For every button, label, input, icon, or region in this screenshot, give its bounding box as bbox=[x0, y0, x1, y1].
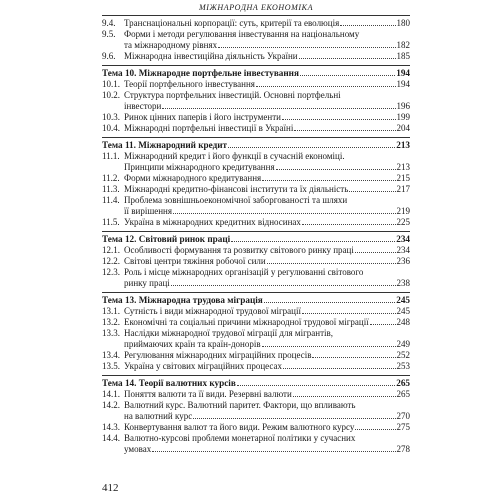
toc-item-page: 270 bbox=[396, 411, 410, 421]
toc-item-title: Теорії портфельного інвестування bbox=[124, 79, 255, 89]
toc-item[interactable] bbox=[102, 256, 410, 267]
toc-item-title-line: Форми і методи регулювання інвестування на національному bbox=[124, 29, 360, 39]
dot-leader bbox=[231, 241, 395, 242]
page-number: 412 bbox=[102, 482, 119, 494]
chapter-title: Тема 13. Міжнародна трудова міграція bbox=[102, 295, 263, 305]
toc-item-page: 234 bbox=[396, 245, 410, 255]
chapter-page: 234 bbox=[396, 234, 410, 244]
toc-item[interactable] bbox=[102, 361, 410, 372]
toc-item-page: 219 bbox=[396, 206, 410, 216]
toc-item-number: 9.5. bbox=[102, 29, 116, 39]
toc-item[interactable] bbox=[102, 123, 410, 134]
toc-item-title: ринку праці bbox=[124, 278, 170, 288]
toc-item-number: 10.2. bbox=[102, 90, 120, 100]
toc-item-title: інвестори bbox=[124, 101, 162, 111]
toc-item-page: 278 bbox=[396, 444, 410, 454]
toc-item-title: та міжнародному рівнях bbox=[124, 40, 218, 50]
toc-item-page: 196 bbox=[396, 101, 410, 111]
toc-item-title-line: Структура портфельних інвестицій. Основні портфельні bbox=[124, 90, 341, 100]
toc-item-page: 249 bbox=[396, 339, 410, 349]
toc-item-title: Економічні та соціальні причини міжнародної трудової міграції bbox=[124, 317, 369, 327]
toc-item-page: 199 bbox=[396, 112, 410, 122]
toc-item-title: приймаючих країн та країн-донорів bbox=[124, 339, 261, 349]
chapter-page: 245 bbox=[396, 295, 410, 305]
dot-leader bbox=[312, 357, 395, 358]
toc-item[interactable] bbox=[102, 29, 410, 51]
dot-leader bbox=[349, 191, 395, 192]
dot-leader bbox=[299, 58, 396, 59]
toc-chapter-heading[interactable] bbox=[102, 375, 410, 389]
toc-chapter-heading[interactable] bbox=[102, 137, 410, 151]
toc-item[interactable] bbox=[102, 433, 410, 455]
toc-item-number: 11.4. bbox=[102, 195, 120, 205]
dot-leader bbox=[262, 346, 396, 347]
toc-item-page: 194 bbox=[396, 79, 410, 89]
toc-item[interactable] bbox=[102, 112, 410, 123]
toc-item-title: її вирішення bbox=[124, 206, 173, 216]
toc-item-title-line: Роль і місце міжнародних організацій у регулюванні світового bbox=[124, 267, 364, 277]
toc-item-title-line: Міжнародний кредит і його функції в сучасній економіці. bbox=[124, 151, 345, 161]
toc-item[interactable] bbox=[102, 51, 410, 62]
toc-item[interactable] bbox=[102, 400, 410, 422]
dot-leader bbox=[370, 324, 396, 325]
dot-leader bbox=[162, 108, 395, 109]
dot-leader bbox=[340, 25, 395, 26]
toc-item[interactable] bbox=[102, 328, 410, 350]
chapter-page: 265 bbox=[396, 378, 410, 388]
toc-item[interactable] bbox=[102, 267, 410, 289]
toc-item-number: 10.3. bbox=[102, 112, 120, 122]
chapter-title: Тема 11. Міжнародний кредит bbox=[102, 140, 228, 150]
toc-item-page: 275 bbox=[396, 422, 410, 432]
toc-item-number: 11.3. bbox=[102, 184, 120, 194]
toc-item-page: 204 bbox=[396, 123, 410, 133]
toc-item-number: 14.3. bbox=[102, 422, 120, 432]
table-of-contents bbox=[102, 18, 410, 455]
toc-item-title: Особливості формування та розвитку світового ринку праці bbox=[124, 245, 354, 255]
dot-leader bbox=[256, 86, 396, 87]
toc-item-number: 13.3. bbox=[102, 328, 120, 338]
dot-leader bbox=[171, 285, 396, 286]
toc-item[interactable] bbox=[102, 217, 410, 228]
toc-item[interactable] bbox=[102, 306, 410, 317]
toc-item-title-line: Валютний курс. Валютний паритет. Фактори, що впливають bbox=[124, 400, 356, 410]
toc-item-title: умовах bbox=[124, 444, 152, 454]
toc-item-number: 10.4. bbox=[102, 123, 120, 133]
toc-item-page: 248 bbox=[396, 317, 410, 327]
toc-item-number: 9.6. bbox=[102, 51, 116, 61]
toc-item-title-line: Проблема зовнішньоекономічної заборгованості та шляхи bbox=[124, 195, 348, 205]
toc-item-number: 14.2. bbox=[102, 400, 120, 410]
dot-leader bbox=[218, 47, 395, 48]
toc-item-number: 13.2. bbox=[102, 317, 120, 327]
dot-leader bbox=[173, 213, 395, 214]
toc-item-title: Сутність і види міжнародної трудової міграції bbox=[124, 306, 301, 316]
toc-item-title: Міжнародні портфельні інвестиції в Україні bbox=[124, 123, 294, 133]
toc-item[interactable] bbox=[102, 79, 410, 90]
toc-item[interactable] bbox=[102, 90, 410, 112]
toc-item-number: 12.2. bbox=[102, 256, 120, 266]
dot-leader bbox=[294, 130, 395, 131]
dot-leader bbox=[276, 169, 396, 170]
toc-item[interactable] bbox=[102, 350, 410, 361]
toc-item-number: 14.4. bbox=[102, 433, 120, 443]
dot-leader bbox=[152, 451, 395, 452]
dot-leader bbox=[302, 224, 396, 225]
toc-chapter-heading[interactable] bbox=[102, 65, 410, 79]
chapter-page: 194 bbox=[396, 68, 410, 78]
dot-leader bbox=[282, 119, 396, 120]
toc-item-title: Україна у світових міграційних процесах bbox=[124, 361, 282, 371]
toc-item[interactable] bbox=[102, 195, 410, 217]
toc-item-page: 253 bbox=[396, 361, 410, 371]
toc-item-title: Міжнародна інвестиційна діяльність України bbox=[124, 51, 298, 61]
toc-item-number: 13.4. bbox=[102, 350, 120, 360]
dot-leader bbox=[267, 263, 396, 264]
toc-item[interactable] bbox=[102, 389, 410, 400]
toc-chapter-heading[interactable] bbox=[102, 292, 410, 306]
dot-leader bbox=[302, 313, 396, 314]
toc-item-page: 236 bbox=[396, 256, 410, 266]
dot-leader bbox=[355, 252, 396, 253]
toc-item-title: Форми міжнародного кредитування bbox=[124, 173, 262, 183]
toc-item-number: 12.1. bbox=[102, 245, 120, 255]
running-header: МІЖНАРОДНА ЕКОНОМІКА bbox=[102, 2, 410, 16]
toc-item-number: 13.1. bbox=[102, 306, 120, 316]
toc-item-title-line: Валютно-курсові проблеми монетарної політики у сучасних bbox=[124, 433, 356, 443]
chapter-title: Тема 14. Теорії валютних курсів bbox=[102, 378, 236, 388]
toc-chapter-heading[interactable] bbox=[102, 231, 410, 245]
toc-item[interactable] bbox=[102, 18, 410, 29]
dot-leader bbox=[237, 385, 395, 386]
toc-item-page: 252 bbox=[396, 350, 410, 360]
dot-leader bbox=[293, 396, 396, 397]
toc-item-number: 11.5. bbox=[102, 217, 120, 227]
toc-item-page: 182 bbox=[396, 40, 410, 50]
toc-item-page: 213 bbox=[396, 162, 410, 172]
toc-item-number: 14.1. bbox=[102, 389, 120, 399]
dot-leader bbox=[193, 418, 395, 419]
toc-item-page: 265 bbox=[396, 389, 410, 399]
toc-item-title: Ринок цінних паперів і його інструменти bbox=[124, 112, 281, 122]
chapter-title: Тема 10. Міжнародне портфельне інвестування bbox=[102, 68, 299, 78]
dot-leader bbox=[283, 368, 396, 369]
toc-item-page: 215 bbox=[396, 173, 410, 183]
dot-leader bbox=[228, 147, 395, 148]
toc-item[interactable] bbox=[102, 422, 410, 433]
toc-item-page: 180 bbox=[396, 18, 410, 28]
toc-item-number: 13.5. bbox=[102, 361, 120, 371]
toc-item-title: Регулювання міжнародних міграційних процесів bbox=[124, 350, 312, 360]
toc-item-title: Поняття валюти та її види. Резервні валюти bbox=[124, 389, 292, 399]
toc-item-title: Транснаціональні корпорації: суть, критерії та еволюція bbox=[124, 18, 340, 28]
toc-item[interactable] bbox=[102, 245, 410, 256]
toc-item-title: Міжнародні кредитно-фінансові інститути та їх діяльність bbox=[124, 184, 349, 194]
toc-item-title: Світові центри тяжіння робочої сили bbox=[124, 256, 266, 266]
toc-item[interactable] bbox=[102, 317, 410, 328]
dot-leader bbox=[262, 180, 395, 181]
dot-leader bbox=[355, 429, 395, 430]
dot-leader bbox=[264, 302, 395, 303]
toc-item-title: Принципи міжнародного кредитування bbox=[124, 162, 275, 172]
toc-item[interactable] bbox=[102, 184, 410, 195]
toc-item-title-line: Наслідки міжнародної трудової міграції для мігрантів, bbox=[124, 328, 334, 338]
toc-item-title: Конвертування валют та його види. Режим валютного курсу bbox=[124, 422, 355, 432]
toc-item-number: 11.1. bbox=[102, 151, 120, 161]
toc-item-number: 9.4. bbox=[102, 18, 116, 28]
toc-item-title: на валютний курс bbox=[124, 411, 193, 421]
chapter-page: 213 bbox=[396, 140, 410, 150]
toc-item-page: 217 bbox=[396, 184, 410, 194]
toc-item[interactable] bbox=[102, 151, 410, 173]
toc-item-title: Україна в міжнародних кредитних відносинах bbox=[124, 217, 301, 227]
toc-item-page: 225 bbox=[396, 217, 410, 227]
toc-item-number: 10.1. bbox=[102, 79, 120, 89]
chapter-title: Тема 12. Світовий ринок праці bbox=[102, 234, 231, 244]
toc-item-page: 238 bbox=[396, 278, 410, 288]
dot-leader bbox=[300, 75, 395, 76]
toc-item-number: 12.3. bbox=[102, 267, 120, 277]
toc-item[interactable] bbox=[102, 173, 410, 184]
toc-item-page: 245 bbox=[396, 306, 410, 316]
toc-item-page: 185 bbox=[396, 51, 410, 61]
toc-item-number: 11.2. bbox=[102, 173, 120, 183]
